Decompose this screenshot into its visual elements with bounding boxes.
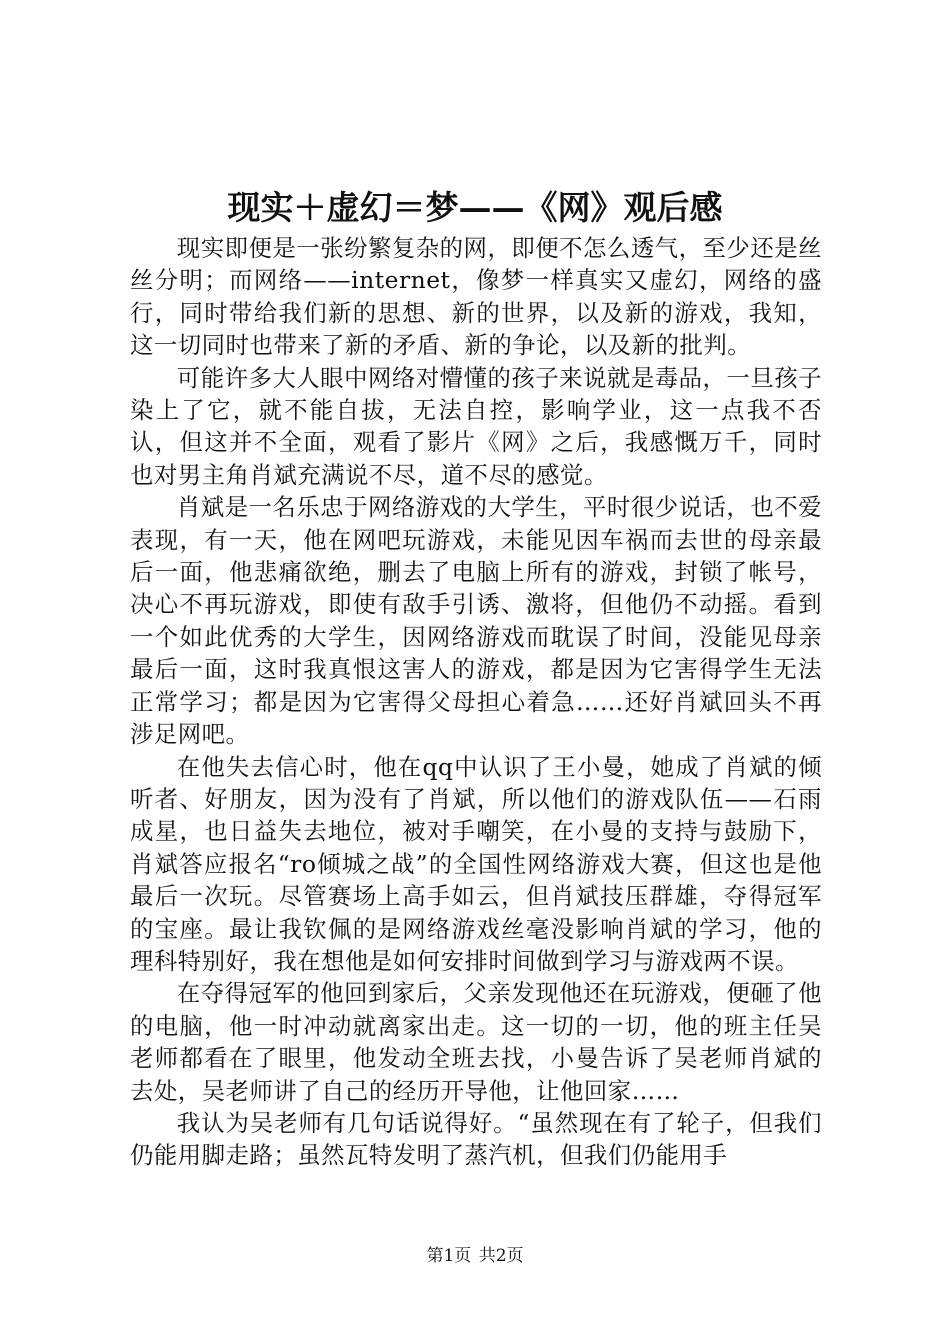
paragraph-2: 可能许多大人眼中网络对懵懂的孩子来说就是毒品，一旦孩子染上了它，就不能自拔，无法自控，影响学业，这一点我不否认，但这并不全面，观看了影片《网》之后，我感慨万千，同时也对男主角肖斌充满说不尽，道不尽的感觉。 xyxy=(130,363,822,489)
paragraph-4: 在他失去信心时，他在qq中认识了王小曼，她成了肖斌的倾听者、好朋友，因为没有了肖斌，所以他们的游戏队伍——石雨成星，也日益失去地位，被对手嘲笑，在小曼的支持与鼓励下，肖斌答应报名“ro倾城之战”的全国性网络游戏大赛，但这也是他最后一次玩。尽管赛场上高手如云，但肖斌技压群雄，夺得冠军的宝座。最让我钦佩的是网络游戏丝毫没影响肖斌的学习，他的理科特别好，我在想他是如何安排时间做到学习与游戏两不误。 xyxy=(130,752,822,975)
paragraph-6: 我认为吴老师有几句话说得好。“虽然现在有了轮子，但我们仍能用脚走路；虽然瓦特发明了蒸汽机，但我们仍能用手 xyxy=(130,1108,822,1170)
paragraph-1: 现实即便是一张纷繁复杂的网，即便不怎么透气，至少还是丝丝分明；而网络——internet，像梦一样真实又虚幻，网络的盛行，同时带给我们新的思想、新的世界，以及新的游戏，我知，这一切同时也带来了新的矛盾、新的争论，以及新的批判。 xyxy=(130,234,822,360)
paragraph-3: 肖斌是一名乐忠于网络游戏的大学生，平时很少说话，也不爱表现，有一天，他在网吧玩游戏，未能见因车祸而去世的母亲最后一面，他悲痛欲绝，删去了电脑上所有的游戏，封锁了帐号，决心不再玩游戏，即使有敌手引诱、激将，但他仍不动摇。看到一个如此优秀的大学生，因网络游戏而耽误了时间，没能见母亲最后一面，这时我真恨这害人的游戏，都是因为它害得学生无法正常学习；都是因为它害得父母担心着急……还好肖斌回头不再涉足网吧。 xyxy=(130,493,822,749)
document-title: 现实＋虚幻＝梦——《网》观后感 xyxy=(227,188,723,227)
page-number-footer: 第1页 共2页 xyxy=(426,1246,524,1266)
document-body xyxy=(130,232,822,1172)
paragraph-5: 在夺得冠军的他回到家后，父亲发现他还在玩游戏，便砸了他的电脑，他一时冲动就离家出走。这一切的一切，他的班主任吴老师都看在了眼里，他发动全班去找，小曼告诉了吴老师肖斌的去处，吴老师讲了自己的经历开导他，让他回家…… xyxy=(130,979,822,1105)
